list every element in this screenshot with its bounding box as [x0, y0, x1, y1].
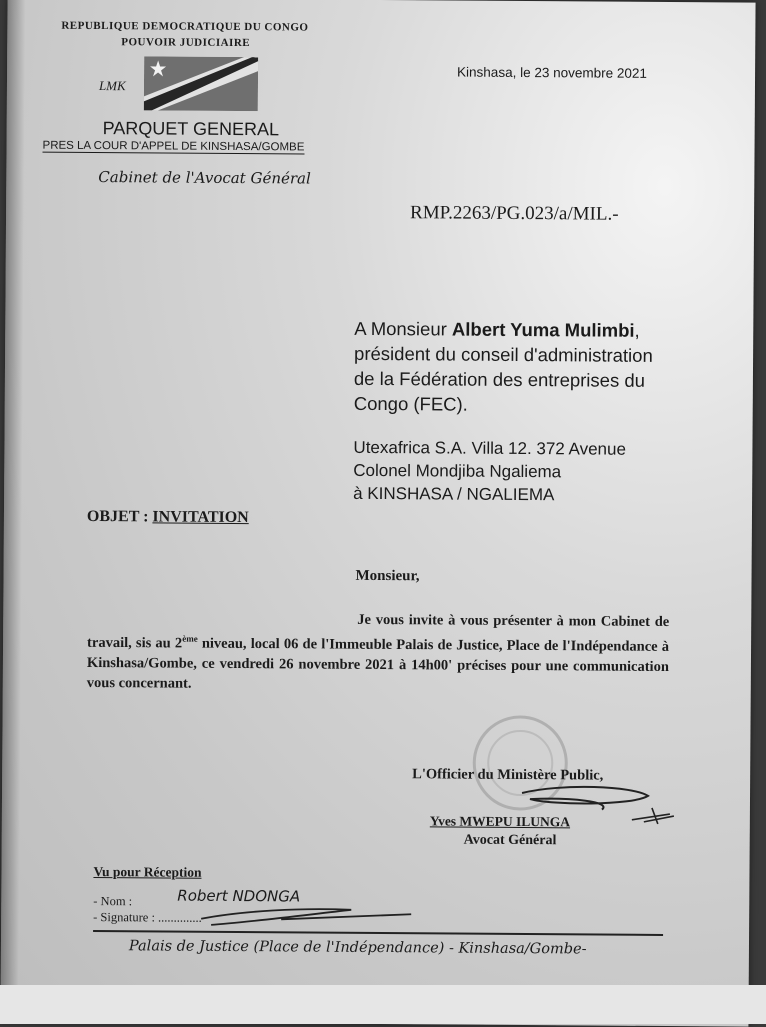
address-line1: Utexafrica S.A. Villa 12. 372 Avenue	[353, 437, 627, 459]
parquet-general-heading: PARQUET GENERAL	[102, 118, 280, 140]
reception-name-label: - Nom :	[93, 894, 133, 909]
subject-line	[87, 508, 249, 527]
letter-body	[87, 608, 670, 697]
date-line: Kinshasa, le 23 novembre 2021	[457, 64, 648, 81]
lmk-mark: LMK	[98, 78, 126, 94]
recipient-role-line1: président du conseil d'administration	[354, 342, 653, 366]
drc-flag-icon	[144, 56, 258, 111]
background-surface	[0, 985, 766, 1024]
salutation: Monsieur,	[355, 567, 420, 585]
judicial-power-heading: POUVOIR JUDICIAIRE	[121, 36, 251, 50]
republic-heading: REPUBLIQUE DEMOCRATIQUE DU CONGO	[61, 19, 309, 34]
page-edge-shadow	[0, 0, 25, 1022]
footer-divider	[93, 930, 663, 936]
recipient-address	[353, 436, 743, 508]
body-part2: niveau, local 06 de l'Immeuble Palais de Justice, Place de l'Indépendance à Kinshasa/Gombe, ce vendredi 26 novembre 2021 à 14h00' précises pour une communication vous concernant.	[86, 635, 670, 692]
body-part1: Je vous invite à vous présenter à mon Cabinet de travail, sis au 2	[87, 611, 670, 652]
recipient-block	[354, 316, 745, 419]
signer-title: Avocat Général	[463, 832, 557, 849]
recipient-suffix: ,	[634, 319, 640, 341]
subject-label: OBJET :	[86, 507, 153, 526]
recipient-prefix: A Monsieur	[354, 317, 453, 340]
reception-signature-scrawl-icon	[181, 889, 421, 931]
subject-value: INVITATION	[152, 508, 249, 527]
officer-title: L'Officier du Ministère Public,	[412, 766, 604, 784]
recipient-role-line2: de la Fédération des entreprises du	[353, 367, 646, 391]
recipient-name: Albert Yuma Mulimbi	[451, 318, 635, 341]
reception-name-value: Robert NDONGA	[177, 886, 301, 906]
footer-address: Palais de Justice (Place de l'Indépendance) - Kinshasa/Gombe-	[128, 938, 587, 958]
cabinet-heading: Cabinet de l'Avocat Général	[98, 168, 311, 188]
address-line2: Colonel Mondjiba Ngaliema	[353, 460, 562, 482]
reception-signature-label: - Signature : ..............	[93, 910, 202, 925]
body-superscript: ème	[182, 633, 198, 644]
recipient-role-line3: Congo (FEC).	[353, 392, 468, 415]
address-line3: à KINSHASA / NGALIEMA	[353, 483, 555, 505]
court-heading: PRES LA COUR D'APPEL DE KINSHASA/GOMBE	[42, 139, 305, 154]
signer-name: Yves MWEPU ILUNGA	[429, 813, 571, 830]
reference-number: RMP.2263/PG.023/a/MIL.-	[410, 202, 619, 225]
reception-heading: Vu pour Réception	[93, 864, 202, 880]
handwritten-signature-icon	[482, 771, 682, 842]
